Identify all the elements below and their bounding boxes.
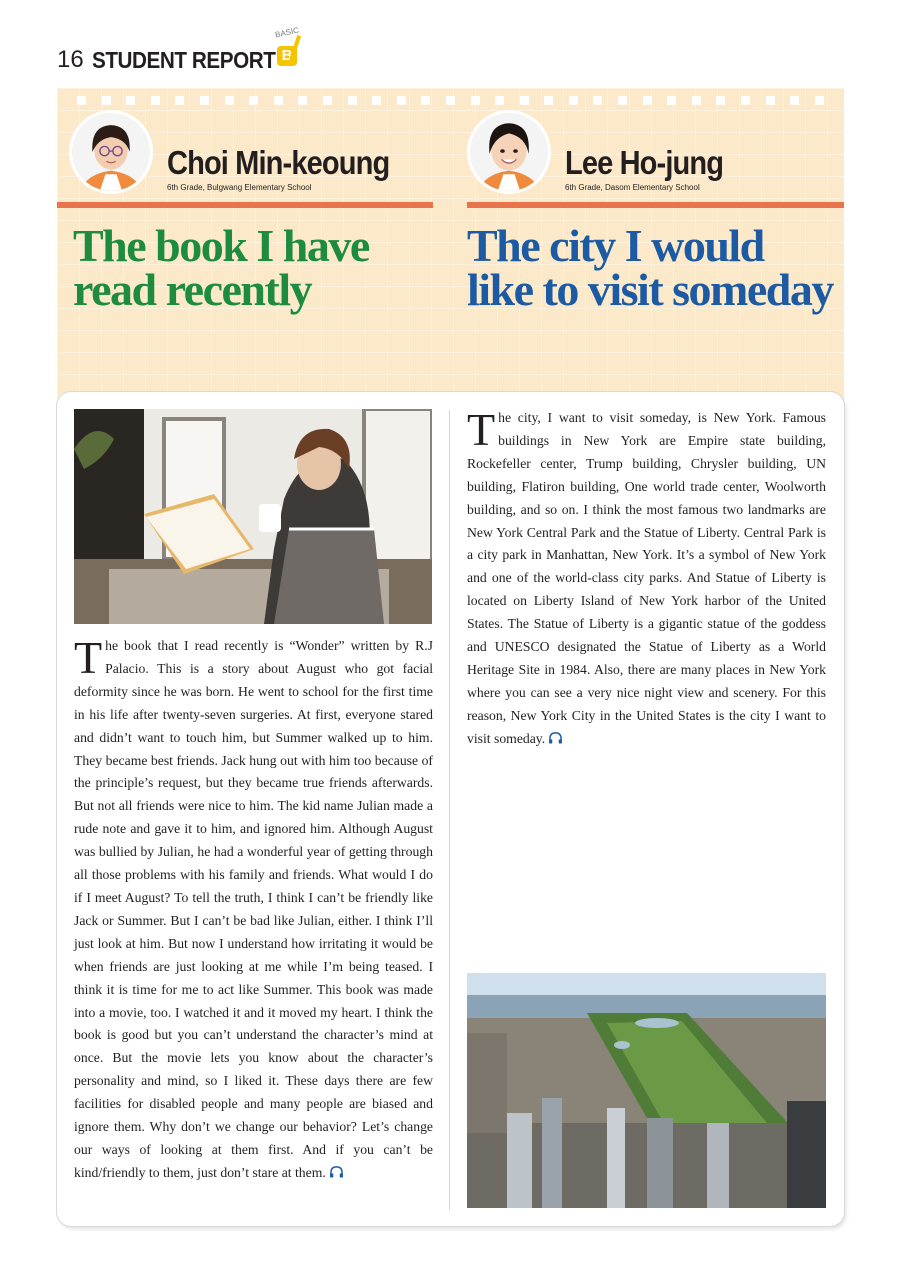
drop-cap: T bbox=[467, 404, 496, 455]
page-header bbox=[57, 40, 296, 80]
author-name: Lee Ho-jung bbox=[565, 144, 724, 181]
article-title-line: like to visit someday bbox=[467, 264, 833, 315]
article-body-text: he city, I want to visit someday, is New York. Famous buildings in New York are Empire state building, Rockefeller center, Trump building, Chrysler building, UN building, Flatiron building, One world trade center, Woolworth building, and so on. I think the most famous two landmarks are New York Central Park and the Statue of Liberty. Central Park is a city park in Manhattan, New York. It’s a symbol of New York and one of the world-class city parks. And Statue of Liberty is located on Liberty Island of New York harbor of the United States. The Statue of Liberty is a gigantic statue of the goddess and UNESCO designated the Statue of Liberty as a World Heritage Site in 1984. Also, there are many places in New York where you can see a very nice night view and scenery. For this reason, New York City in the United States is the city I want to visit someday. bbox=[467, 410, 826, 746]
article-body-text: he book that I read recently is “Wonder” written by R.J Palacio. This is a story about August who got facial deformity since he was born. He went to school for the first time in his life after twenty-seven surgeries. At first, everyone stared and didn’t want to touch him, but Summer walked up to him. They became best friends. Jack hung out with him too because of the principle’s request, but they became true friends afterwards. But not all friends were nice to him. The kid name Julian made a rude note and gave it to him, and ignored him. Although August was bullied by Julian, he had a wonderful year of getting through all those problems with his family and friends. What would I do if I meet August? To tell the truth, I think I can’t be friendly like Jack or Summer. But I can’t be bad like Julian, either. I think I’ll just look at him. But now I understand how irritating it would be when friends are just looking at me while I’m being teased. I think it is time for me to act like Summer. This book was made into a movie, too. I watched it and it moved my heart. I think the book is good but you can’t understand the character’s mind at once. But the movie lets you know about the character’s personality and mind, so I liked it. These days there are few facilities for disabled people and many people are biased and ignore them. Why don’t we change our behavior? Let’s change our ways of looking at them first. And if you can’t be kind/friendly to them, just don’t stare at them. bbox=[74, 638, 433, 1180]
check-icon bbox=[283, 33, 301, 63]
section-title: STUDENT REPORT bbox=[91, 46, 276, 73]
article-title-line: The book I have bbox=[73, 220, 369, 271]
photo-central-park bbox=[467, 973, 826, 1208]
author-name: Choi Min-keoung bbox=[167, 144, 390, 181]
binder-holes bbox=[77, 96, 824, 106]
headphones-icon bbox=[548, 732, 563, 744]
author-block-right bbox=[467, 110, 844, 206]
headphones-icon bbox=[329, 1166, 344, 1178]
article-title-line: The city I would bbox=[467, 220, 764, 271]
article-body bbox=[467, 404, 826, 751]
author-block-left bbox=[57, 110, 433, 206]
article-title bbox=[467, 220, 844, 315]
author-school: 6th Grade, Dasom Elementary School bbox=[565, 183, 700, 192]
divider-rule bbox=[57, 202, 433, 208]
drop-cap: T bbox=[74, 632, 103, 683]
article-title bbox=[73, 220, 433, 315]
level-badge bbox=[273, 25, 305, 74]
photo-woman-reading bbox=[74, 409, 432, 624]
article-title-line: read recently bbox=[73, 264, 312, 315]
divider-rule bbox=[467, 202, 844, 208]
level-label: BASIC bbox=[274, 25, 300, 40]
page-number: 16 bbox=[57, 46, 84, 73]
avatar bbox=[467, 110, 551, 194]
column-divider bbox=[449, 410, 450, 1210]
author-school: 6th Grade, Bulgwang Elementary School bbox=[167, 183, 312, 192]
level-letter: B bbox=[277, 46, 297, 66]
avatar bbox=[69, 110, 153, 194]
article-body bbox=[74, 632, 433, 1185]
